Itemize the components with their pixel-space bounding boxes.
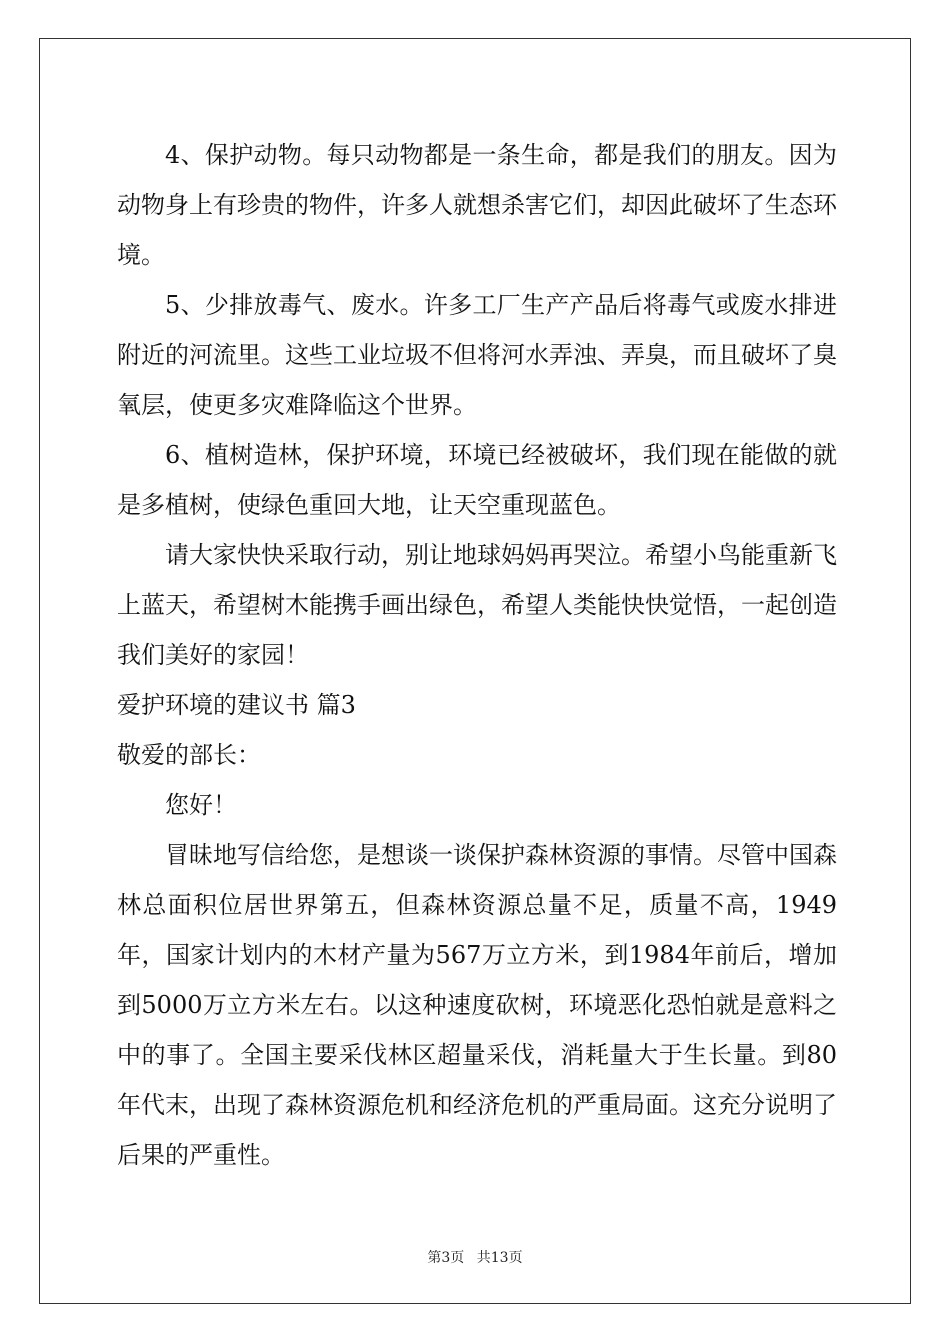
letter-body-paragraph: 冒昧地写信给您，是想谈一谈保护森林资源的事情。尽管中国森林总面积位居世界第五，但森林资源总量不足，质量不高，1949年，国家计划内的木材产量为567万立方米，到1984年前后，增加到5000万立方米左右。以这种速度砍树，环境恶化恐怕就是意料之中的事了。全国主要采伐林区超量采伐，消耗量大于生长量。到80年代末，出现了森林资源危机和经济危机的严重局面。这充分说明了后果的严重性。 xyxy=(117,841,837,1169)
paragraph-item-6: 6、植树造林，保护环境，环境已经被破坏，我们现在能做的就是多植树，使绿色重回大地，让天空重现蓝色。 xyxy=(117,441,837,519)
page-footer xyxy=(0,1247,950,1267)
page-number-total: 共13页 xyxy=(476,1250,523,1266)
paragraph-item-5: 5、少排放毒气、废水。许多工厂生产产品后将毒气或废水排进附近的河流里。这些工业垃圾不但将河水弄浊、弄臭，而且破坏了臭氧层，使更多灾难降临这个世界。 xyxy=(117,291,837,419)
paragraph-call-to-action: 请大家快快采取行动，别让地球妈妈再哭泣。希望小鸟能重新飞上蓝天，希望树木能携手画出绿色，希望人类能快快觉悟，一起创造我们美好的家园！ xyxy=(117,541,837,669)
paragraph-item-4: 4、保护动物。每只动物都是一条生命，都是我们的朋友。因为动物身上有珍贵的物件，许多人就想杀害它们，却因此破坏了生态环境。 xyxy=(117,141,837,269)
document-body xyxy=(117,130,837,1180)
greeting: 您好！ xyxy=(165,791,237,819)
section-title: 爱护环境的建议书 篇3 xyxy=(117,691,356,719)
page-number-current: 第3页 xyxy=(427,1250,465,1266)
salutation: 敬爱的部长： xyxy=(117,741,261,769)
